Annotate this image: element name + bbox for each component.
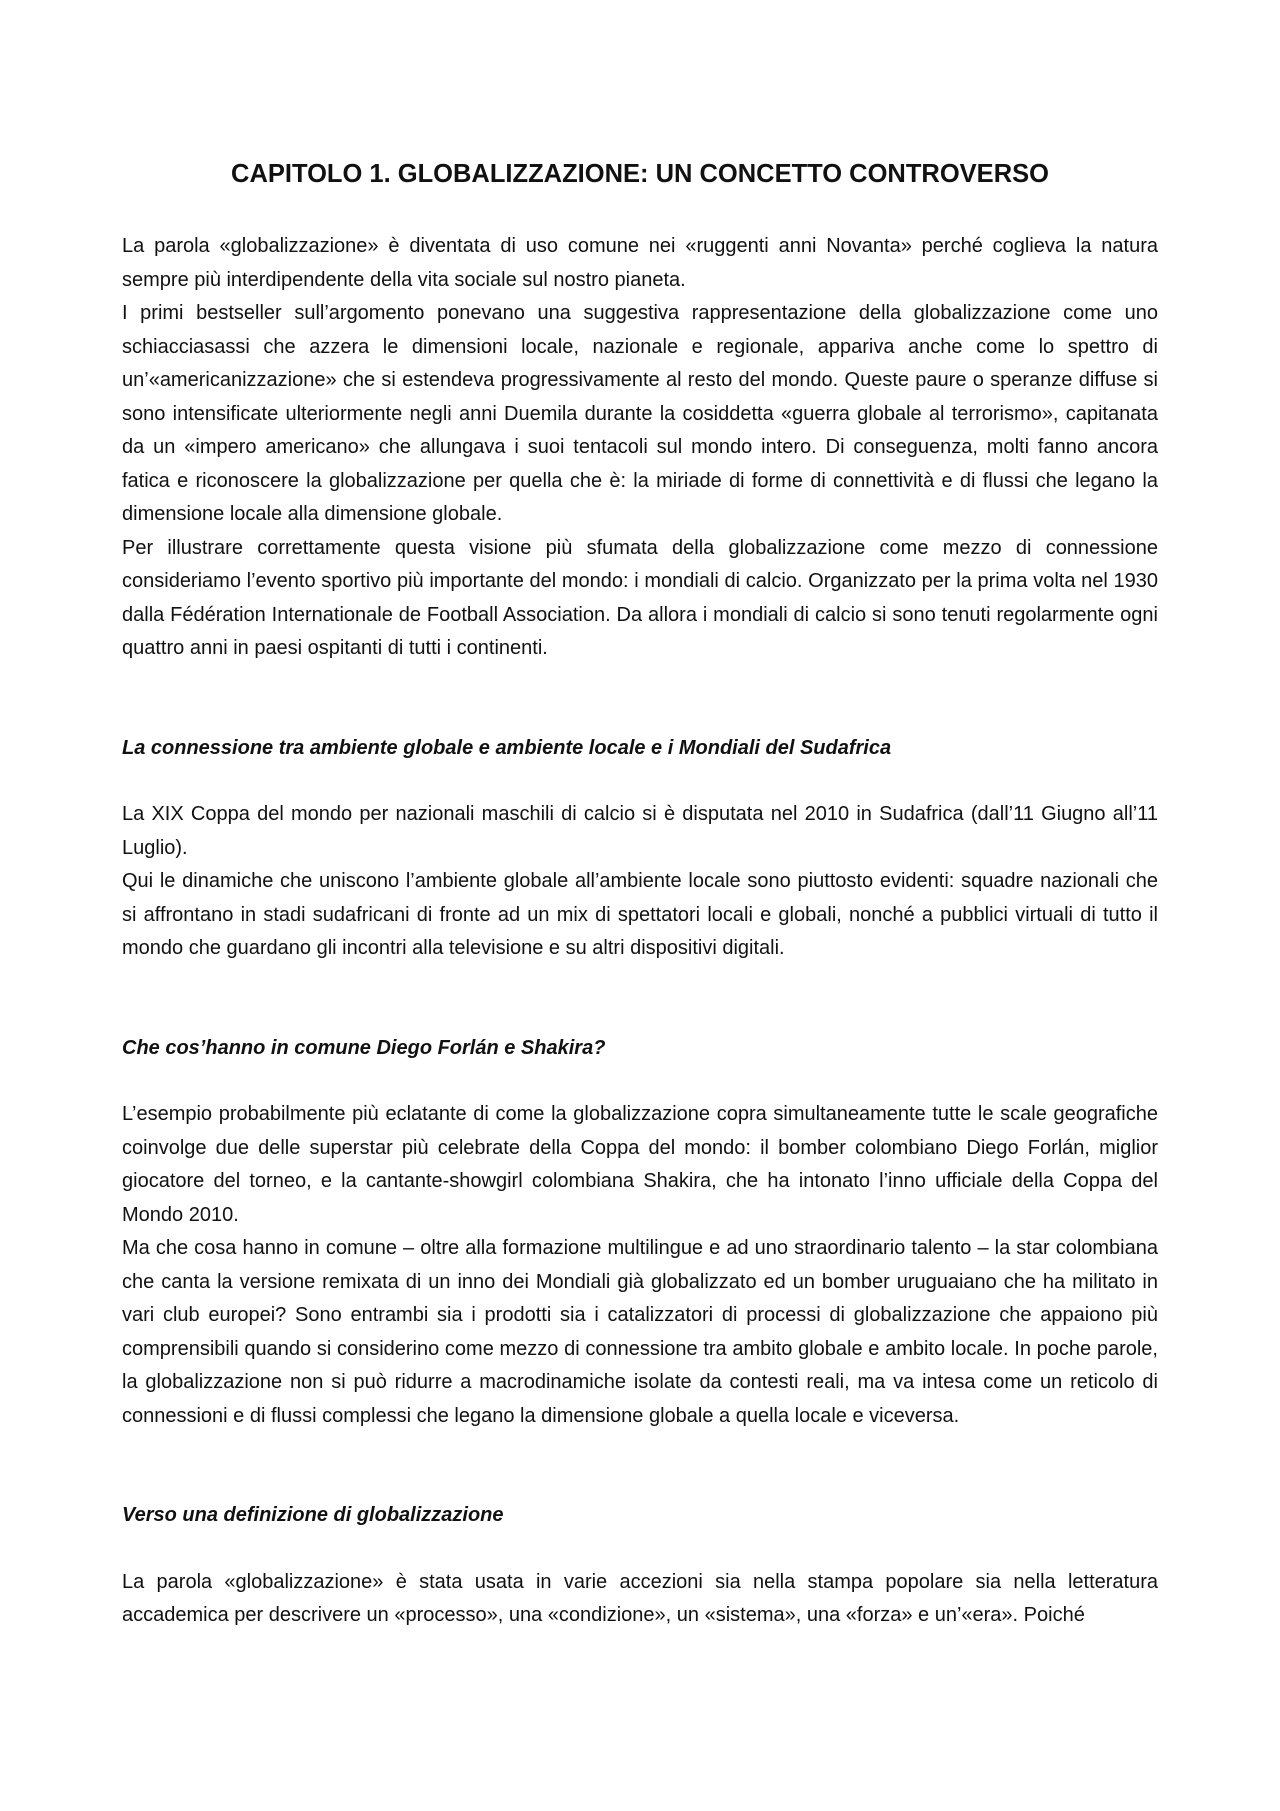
paragraph: L’esempio probabilmente più eclatante di come la globalizzazione copra simultaneamente tutte le scale geografiche coinvolge due delle superstar più celebrate della Coppa del mondo: il bomber colombiano Diego Forlán, miglior giocatore del torneo, e la cantante-showgirl colombiana Shakira, che ha intonato l’inno ufficiale della Coppa del Mondo 2010. — [122, 1103, 1158, 1226]
section-heading: Verso una definizione di globalizzazione — [122, 1504, 504, 1526]
paragraph: La XIX Coppa del mondo per nazionali maschili di calcio si è disputata nel 2010 in Sudafrica (dall’11 Giugno all’11 Luglio). — [122, 803, 1158, 859]
document-page — [122, 158, 1158, 1633]
spacer — [122, 1533, 1158, 1566]
spacer — [122, 966, 1158, 1032]
spacer — [122, 1065, 1158, 1098]
section-heading: Che cos’hanno in comune Diego Forlán e Shakira? — [122, 1036, 606, 1059]
document-title: CAPITOLO 1. GLOBALIZZAZIONE: UN CONCETTO CONTROVERSO — [231, 160, 1049, 188]
spacer — [122, 1433, 1158, 1499]
spacer — [122, 765, 1158, 798]
paragraph: La parola «globalizzazione» è diventata di uso comune nei «ruggenti anni Novanta» perché coglieva la natura sempre più interdipendente della vita sociale sul nostro pianeta. — [122, 235, 1158, 291]
paragraph: Ma che cosa hanno in comune – oltre alla formazione multilingue e ad uno straordinario talento – la star colombiana che canta la versione remixata di un inno dei Mondiali già globalizzato ed un bomber uruguaiano che ha militato in vari club europei? Sono entrambi sia i prodotti sia i catalizzatori di processi di globalizzazione che appaiono più comprensibili quando si considerino come mezzo di connessione tra ambito globale e ambito locale. In poche parole, la globalizzazione non si può ridurre a macrodinamiche isolate da contesti reali, ma va intesa come un reticolo di connessioni e di flussi complessi che legano la dimensione globale a quella locale e viceversa. — [122, 1237, 1158, 1427]
paragraph: I primi bestseller sull’argomento ponevano una suggestiva rappresentazione della globalizzazione come uno schiacciasassi che azzera le dimensioni locale, nazionale e regionale, appariva anche come lo spettro di un’«americanizzazione» che si estendeva progressivamente al resto del mondo. Queste paure o speranze diffuse si sono intensificate ulteriormente negli anni Duemila durante la cosiddetta «guerra globale al terrorismo», capitanata da un «impero americano» che allungava i suoi tentacoli sul mondo intero. Di conseguenza, molti fanno ancora fatica e riconoscere la globalizzazione per quella che è: la miriade di forme di connettività e di flussi che legano la dimensione locale alla dimensione globale. — [122, 302, 1158, 525]
spacer — [122, 666, 1158, 732]
paragraph: Qui le dinamiche che uniscono l’ambiente globale all’ambiente locale sono piuttosto evidenti: squadre nazionali che si affrontano in stadi sudafricani di fronte ad un mix di spettatori locali e globali, nonché a pubblici virtuali di tutto il mondo che guardano gli incontri alla televisione e su altri dispositivi digitali. — [122, 870, 1158, 959]
section-heading: La connessione tra ambiente globale e ambiente locale e i Mondiali del Sudafrica — [122, 736, 892, 759]
paragraph: Per illustrare correttamente questa visione più sfumata della globalizzazione come mezzo di connessione consideriamo l’evento sportivo più importante del mondo: i mondiali di calcio. Organizzato per la prima volta nel 1930 dalla Fédération Internationale de Football Association. Da allora i mondiali di calcio si sono tenuti regolarmente ogni quattro anni in paesi ospitanti di tutti i continenti. — [122, 536, 1158, 659]
paragraph: La parola «globalizzazione» è stata usata in varie accezioni sia nella stampa popolare sia nella letteratura accademica per descrivere un «processo», una «condizione», un «sistema», una «forza» e un’«era». Poiché — [122, 1570, 1158, 1626]
